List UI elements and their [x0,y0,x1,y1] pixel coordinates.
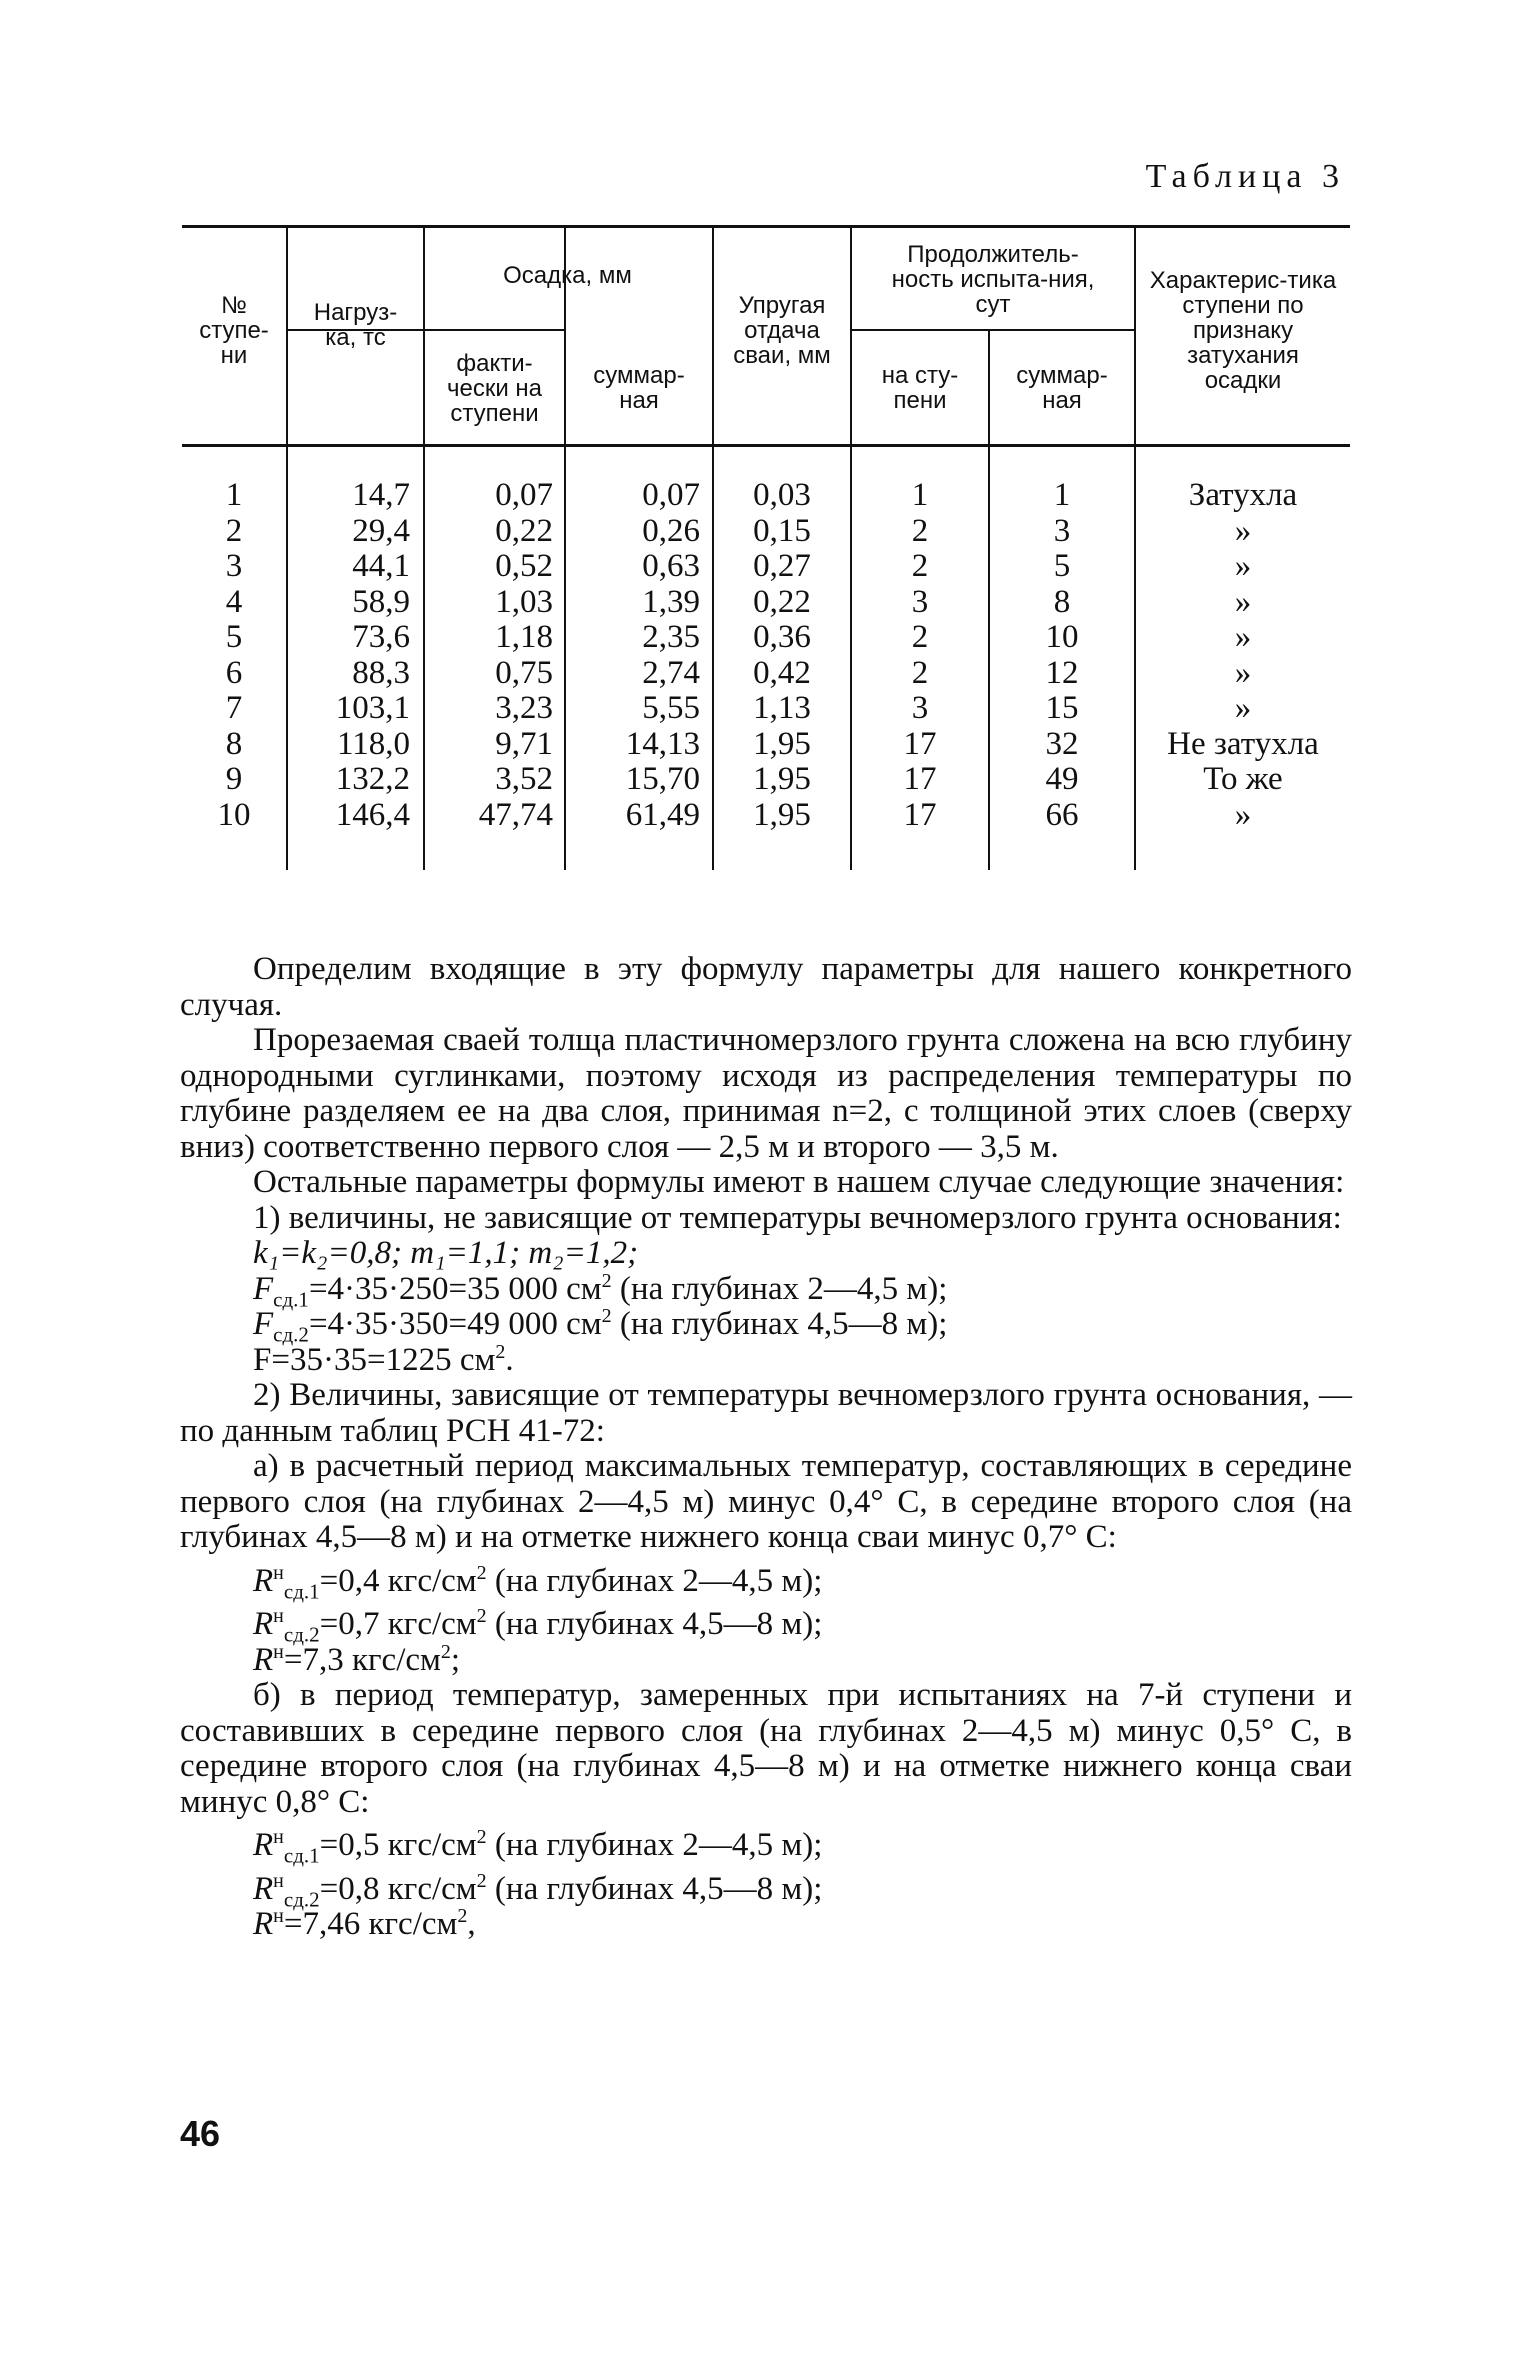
table-cell: 1,95 [753,796,811,833]
table-cell: 10 [1045,619,1079,655]
table-top-rule [182,225,1350,228]
formula-f-sd2: $F_{сд.2}=4\cdot 35\cdot 350=49$ 000 $см^2$ (на глубинах 4,5—8 м); [253,1305,948,1347]
table-cell: 73,6 [352,619,410,655]
column-rebound [714,478,850,833]
table-cell: 3,52 [495,761,553,797]
table-cell: 14,7 [352,477,410,513]
table-cell: 32 [1045,725,1079,762]
table-cell: 1 [1053,477,1071,513]
table-cell: 1,95 [753,725,811,762]
table-cell: 6 [225,654,243,691]
table-cell: 0,07 [495,477,553,513]
table-cell: 9 [225,761,243,797]
table-cell: 0,26 [642,512,700,549]
table-cell: 47,74 [478,796,553,833]
table-cell: 44,1 [352,548,410,584]
table-cell: 12 [1045,654,1079,691]
table-cell: 15,70 [625,761,700,797]
table-cell: 8 [1053,583,1071,620]
table-cell: 2,35 [642,619,700,655]
table-cell: 1,03 [495,583,553,620]
table-cell: 0,07 [642,477,700,513]
table-cell: 3 [225,548,243,584]
table-cell: 0,63 [642,548,700,584]
table-cell: 146,4 [335,796,410,833]
formula-f-sd1: $F_{сд.1}=4\cdot 35\cdot 250=35$ 000 $см^2$ (на глубинах 2—4,5 м); [253,1269,948,1312]
table-cell: 7 [225,690,243,726]
column-duration-total [990,478,1134,833]
column-load [288,478,410,833]
duration-subheader-rule [850,329,1134,331]
table-cell: » [1234,583,1252,620]
header-duration-total: суммар-ная [1016,362,1108,414]
formula-f: F=35·35=1225 $см^2$. [253,1340,514,1378]
formula-r-sd1-a: $R^н_{сд.1}=0,4$ кгс/$см^2$ (на глубинах 2—4,5 м); [253,1561,823,1604]
table-cell: То же [1203,761,1283,797]
header-duration-stage: на сту-пени [881,362,959,414]
table-cell: 3 [1053,512,1071,549]
table-cell: 0,75 [495,654,553,691]
table-cell: 2 [911,512,929,549]
column-duration-stage [852,478,988,833]
table-cell: 17 [903,796,937,833]
table-cell: 0,22 [753,583,811,620]
paragraph: 2) Величины, зависящие от температуры вечномерзлого грунта основания, — по данным таблиц РСН 41-72: [180,1377,1352,1449]
paragraph: Определим входящие в эту формулу параметры для нашего конкретного случая. [180,951,1352,1023]
header-settlement-actual: факти-чески на ступени [446,349,543,427]
header-rebound: Упругая отдача сваи, мм [733,291,831,369]
page-number: 46 [180,2113,221,2154]
paragraph: 1) величины, не зависящие от температуры вечномерзлого грунта основания: [253,1199,1342,1236]
table-cell: 2,74 [642,654,700,691]
table-cell: 14,13 [625,725,700,762]
paragraph: а) в расчетный период максимальных температур, составляющих в середине первого слоя (на глубинах 2—4,5 м) минус 0,4° С, в середине второго слоя (на глубинах 4,5—8 м) и на отметке нижнего конца сваи минус 0,7° С: [180,1448,1352,1555]
body-text [180,952,1352,1943]
table-cell: 66 [1045,796,1079,833]
table-cell: 15 [1045,690,1079,726]
table-cell: 1,95 [753,761,811,797]
header-settlement: Осадка, мм [503,261,632,289]
table-cell: 1,18 [495,619,553,655]
table-cell: 1,39 [642,583,700,620]
table-cell: 2 [911,619,929,655]
table-cell: 29,4 [352,512,410,549]
table-cell: 103,1 [335,690,410,726]
table-cell: 0,27 [753,548,811,584]
formula-r-a: $R^н=7,3$ кгс/$см^2$; [253,1640,461,1678]
table-cell: 17 [903,761,937,797]
table-cell: 132,2 [335,761,410,797]
table-cell: 17 [903,725,937,762]
table-cell: 58,9 [352,583,410,620]
table-cell: 0,42 [753,654,811,691]
paragraph: Остальные параметры формулы имеют в нашем случае следующие значения: [253,1164,1345,1200]
table-cell: 3 [911,583,929,620]
header-characteristic: Характерис-тика ступени по признаку затухания осадки [1149,266,1337,394]
paragraph: б) в период температур, замеренных при испытаниях на 7-й ступени и составивших в середине первого слоя (на глубинах 2—4,5 м) минус 0,5° С, в середине второго слоя (на глубинах 4,5—8 м) и на отметке нижнего конца сваи минус 0,8° С: [180,1677,1352,1820]
table-cell: 5,55 [642,690,700,726]
table-cell: » [1234,548,1252,584]
table-cell: 4 [225,583,243,620]
formula-r-sd2-b: $R^н_{сд.2}=0,8$ кгс/$см^2$ (на глубинах 4,5—8 м); [253,1869,823,1912]
table-cell: 9,71 [495,725,553,762]
table-cell: 1,13 [753,690,811,726]
header-settlement-total: суммар-ная [593,362,685,414]
table-cell: 49 [1045,761,1079,797]
table-cell: 88,3 [352,654,410,691]
table-cell: 0,52 [495,548,553,584]
table-header-rule [182,444,1350,447]
formula-r-sd1-b: $R^н_{сд.1}=0,5$ кгс/$см^2$ (на глубинах 2—4,5 м); [253,1826,823,1868]
formula-coefficients: k₁=k₂=0,8; m₁=1,1; m₂=1,2; [253,1235,639,1271]
table-cell: 2 [911,654,929,691]
column-stage [182,478,286,833]
table-cell: 1 [911,477,929,513]
table-cell: 5 [1053,548,1071,584]
table-cell: 3 [911,690,929,726]
table-cell: 118,0 [336,725,410,762]
column-characteristic [1136,478,1350,833]
table-cell: 2 [911,548,929,584]
table-cell: 0,36 [753,619,811,655]
column-settlement-total [566,478,700,833]
table-caption: Таблица 3 [1145,158,1345,195]
table-cell: Затухла [1188,477,1298,513]
table-cell: 2 [225,512,243,549]
table-cell: 0,22 [495,512,553,549]
header-duration: Продолжитель-ность испыта-ния, сут [891,241,1095,318]
table-cell: 0,03 [753,477,811,513]
table-cell: 3,23 [495,690,553,726]
formula-r-sd2-a: $R^н_{сд.2}=0,7$ кгс/$см^2$ (на глубинах 4,5—8 м); [253,1605,823,1647]
formula-r-b: $R^н=7,46$ кгс/$см^2$, [253,1905,476,1942]
table-cell: 61,49 [625,796,700,833]
table-cell: » [1234,796,1252,833]
header-stage: № ступе-ни [199,291,269,369]
column-settlement-actual [425,478,553,833]
table-cell: 1 [225,477,243,513]
data-table [182,220,1350,870]
table-cell: 8 [225,725,243,762]
table-cell: Не затухла [1167,725,1319,762]
table-cell: 5 [225,619,243,655]
paragraph: Прорезаемая сваей толща пластичномерзлого грунта сложена на всю глубину однородными суглинками, поэтому исходя из распределения температуры по глубине разделяем ее на два слоя, принимая n=2, с толщиной этих слоев (сверху вниз) соответственно первого слоя — 2,5 м и второго — 3,5 м. [180,1022,1352,1165]
table-cell: 10 [217,796,251,833]
table-cell: » [1234,512,1252,549]
table-cell: » [1234,690,1252,726]
table-cell: » [1234,619,1252,655]
header-load: Нагруз-ка, тс [313,299,398,351]
table-cell: » [1234,654,1252,691]
table-cell: 0,15 [753,512,811,549]
